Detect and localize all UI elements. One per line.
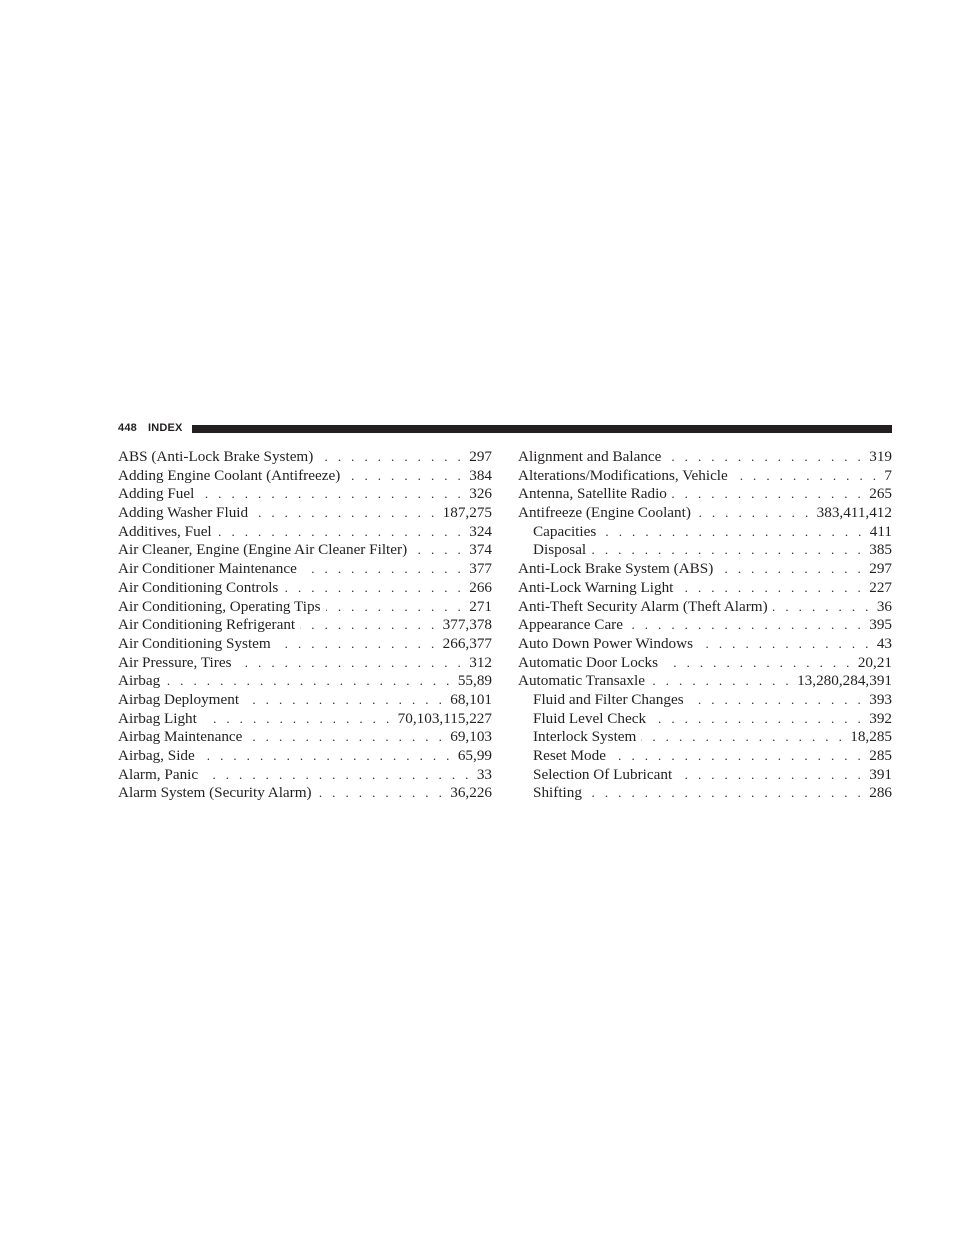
dot-leader bbox=[302, 560, 464, 579]
index-term: Adding Washer Fluid bbox=[118, 504, 249, 522]
page-reference: 69,103 bbox=[450, 728, 492, 746]
index-term: Air Conditioning Refrigerant bbox=[118, 616, 296, 634]
index-term: Air Pressure, Tires bbox=[118, 653, 232, 671]
index-term: Additives, Fuel bbox=[118, 522, 212, 540]
index-term: Air Conditioning Controls bbox=[118, 578, 279, 596]
index-term: Automatic Transaxle bbox=[518, 672, 645, 690]
page-reference: 36 bbox=[876, 597, 892, 615]
dot-leader bbox=[666, 448, 864, 467]
index-entry bbox=[518, 616, 892, 635]
dot-leader bbox=[300, 616, 437, 635]
page-number: 448 bbox=[118, 422, 137, 434]
index-subentry bbox=[518, 728, 892, 747]
index-term: Adding Fuel bbox=[118, 485, 195, 503]
dot-leader bbox=[276, 635, 438, 654]
page-header bbox=[118, 420, 892, 436]
page-reference: 55,89 bbox=[457, 672, 492, 690]
index-entry bbox=[118, 504, 492, 523]
page-reference: 266 bbox=[469, 578, 492, 596]
page-reference: 297 bbox=[469, 448, 492, 465]
index-entry bbox=[518, 485, 892, 504]
index-term: Airbag, Side bbox=[118, 747, 195, 764]
index-term: Anti-Lock Warning Light bbox=[518, 578, 674, 596]
index-subentry bbox=[518, 691, 892, 710]
dot-leader bbox=[283, 579, 464, 598]
header-rule bbox=[192, 425, 892, 433]
index-entry bbox=[518, 560, 892, 579]
page-reference: 271 bbox=[469, 597, 492, 615]
index-entry bbox=[118, 691, 492, 710]
index-term: Alterations/Modifications, Vehicle bbox=[518, 466, 728, 484]
index-entry bbox=[118, 598, 492, 617]
page-reference: 374 bbox=[469, 541, 492, 559]
dot-leader bbox=[663, 654, 853, 673]
index-term: Capacities bbox=[533, 522, 597, 540]
index-entry bbox=[118, 448, 492, 467]
dot-leader bbox=[718, 560, 864, 579]
index-term: Alarm System (Security Alarm) bbox=[118, 784, 312, 802]
index-term: Auto Down Power Windows bbox=[518, 634, 694, 652]
dot-leader bbox=[696, 504, 812, 523]
index-entry bbox=[518, 654, 892, 673]
page-reference: 187,275 bbox=[442, 504, 492, 522]
index-entry bbox=[118, 560, 492, 579]
index-entry bbox=[118, 672, 492, 691]
page-reference: 391 bbox=[869, 765, 892, 783]
index-entry bbox=[518, 448, 892, 467]
dot-leader bbox=[689, 691, 865, 710]
page-reference: 377,378 bbox=[442, 616, 492, 634]
dot-leader bbox=[601, 523, 865, 542]
page-reference: 285 bbox=[869, 747, 892, 764]
page-reference: 385 bbox=[869, 541, 892, 559]
index-entry bbox=[118, 784, 492, 803]
index-entry bbox=[118, 467, 492, 486]
index-entry bbox=[118, 654, 492, 673]
dot-leader bbox=[672, 485, 864, 504]
dot-leader bbox=[318, 448, 464, 467]
index-subentry bbox=[518, 710, 892, 729]
page-reference: 326 bbox=[469, 485, 492, 503]
index-entry bbox=[118, 579, 492, 598]
page-reference: 265 bbox=[869, 485, 892, 503]
page-reference: 20,21 bbox=[857, 653, 892, 671]
index-entry bbox=[118, 523, 492, 542]
dot-leader bbox=[678, 579, 864, 598]
index-term: Airbag Light bbox=[118, 709, 197, 727]
index-term: ABS (Anti-Lock Brake System) bbox=[118, 448, 314, 465]
page-reference: 384 bbox=[469, 466, 492, 484]
index-term: Airbag bbox=[118, 672, 161, 690]
dot-leader bbox=[773, 598, 872, 617]
page-reference: 411 bbox=[869, 522, 892, 540]
index-entry bbox=[518, 672, 892, 691]
dot-leader bbox=[345, 467, 464, 486]
index-term: Air Conditioning System bbox=[118, 634, 271, 652]
index-term: Alarm, Panic bbox=[118, 765, 199, 783]
dot-leader bbox=[200, 747, 453, 766]
dot-leader bbox=[611, 747, 864, 766]
dot-leader bbox=[733, 467, 880, 486]
page-reference: 266,377 bbox=[442, 634, 492, 652]
index-term: Selection Of Lubricant bbox=[533, 765, 673, 783]
page-reference: 319 bbox=[869, 448, 892, 465]
index-subentry bbox=[518, 541, 892, 560]
page-reference: 383,411,412 bbox=[816, 504, 892, 522]
page-reference: 297 bbox=[869, 560, 892, 578]
index-entry bbox=[518, 467, 892, 486]
index-term: Antifreeze (Engine Coolant) bbox=[518, 504, 691, 522]
index-column-right bbox=[518, 448, 892, 803]
index-subentry bbox=[518, 784, 892, 803]
dot-leader bbox=[203, 766, 472, 785]
page-reference: 7 bbox=[884, 466, 892, 484]
index-term: Airbag Maintenance bbox=[118, 728, 243, 746]
index-entry bbox=[118, 541, 492, 560]
page-reference: 286 bbox=[869, 784, 892, 802]
index-entry bbox=[518, 504, 892, 523]
dot-leader bbox=[650, 672, 792, 691]
page-reference: 13,280,284,391 bbox=[797, 672, 892, 690]
page-reference: 65,99 bbox=[457, 747, 492, 764]
page-reference: 68,101 bbox=[450, 690, 492, 708]
page-reference: 392 bbox=[869, 709, 892, 727]
index-term: Air Cleaner, Engine (Engine Air Cleaner Filter) bbox=[118, 541, 408, 559]
dot-leader bbox=[202, 710, 393, 729]
page-reference: 395 bbox=[869, 616, 892, 634]
index-term: Automatic Door Locks bbox=[518, 653, 659, 671]
page-reference: 227 bbox=[869, 578, 892, 596]
index-entry bbox=[518, 635, 892, 654]
index-term: Interlock System bbox=[533, 728, 637, 746]
dot-leader bbox=[641, 728, 845, 747]
index-entry bbox=[118, 728, 492, 747]
index-column-left bbox=[118, 448, 492, 803]
dot-leader bbox=[651, 710, 864, 729]
index-subentry bbox=[518, 747, 892, 766]
index-term: Appearance Care bbox=[518, 616, 623, 634]
index-subentry bbox=[518, 766, 892, 785]
page-reference: 393 bbox=[869, 690, 892, 708]
section-title: INDEX bbox=[147, 422, 183, 434]
dot-leader bbox=[591, 541, 864, 560]
index-term: Air Conditioning, Operating Tips bbox=[118, 597, 321, 615]
index-term: Shifting bbox=[533, 784, 582, 802]
index-term: Air Conditioner Maintenance bbox=[118, 560, 297, 578]
dot-leader bbox=[326, 598, 465, 617]
index-entry bbox=[118, 766, 492, 785]
index-entry bbox=[118, 747, 492, 766]
index-term: Airbag Deployment bbox=[118, 690, 240, 708]
page-reference: 33 bbox=[476, 765, 492, 783]
dot-leader bbox=[628, 616, 864, 635]
index-entry bbox=[118, 710, 492, 729]
index-term: Antenna, Satellite Radio bbox=[518, 485, 667, 503]
dot-leader bbox=[677, 766, 864, 785]
dot-leader bbox=[317, 784, 446, 803]
dot-leader bbox=[587, 784, 864, 803]
index-term: Reset Mode bbox=[533, 747, 606, 764]
index-entry bbox=[118, 616, 492, 635]
index-entry bbox=[518, 598, 892, 617]
dot-leader bbox=[237, 654, 465, 673]
index-term: Anti-Lock Brake System (ABS) bbox=[518, 560, 714, 578]
page-reference: 36,226 bbox=[450, 784, 492, 802]
index-term: Adding Engine Coolant (Antifreeze) bbox=[118, 466, 341, 484]
page-reference: 18,285 bbox=[850, 728, 892, 746]
index-term: Alignment and Balance bbox=[518, 448, 662, 465]
dot-leader bbox=[247, 728, 445, 747]
index-entry bbox=[518, 579, 892, 598]
page-reference: 324 bbox=[469, 522, 492, 540]
dot-leader bbox=[244, 691, 445, 710]
page-reference: 377 bbox=[469, 560, 492, 578]
index-term: Anti-Theft Security Alarm (Theft Alarm) bbox=[518, 597, 768, 615]
index-subentry bbox=[518, 523, 892, 542]
page-reference: 43 bbox=[876, 634, 892, 652]
dot-leader bbox=[698, 635, 872, 654]
index-entry bbox=[118, 635, 492, 654]
dot-leader bbox=[253, 504, 438, 523]
index-term: Disposal bbox=[533, 541, 587, 559]
dot-leader bbox=[217, 523, 465, 542]
index-term: Fluid and Filter Changes bbox=[533, 690, 684, 708]
dot-leader bbox=[199, 485, 464, 504]
page-reference: 70,103,115,227 bbox=[397, 709, 492, 727]
dot-leader bbox=[412, 541, 464, 560]
index-entry bbox=[118, 485, 492, 504]
page-reference: 312 bbox=[469, 653, 492, 671]
dot-leader bbox=[165, 672, 453, 691]
index-term: Fluid Level Check bbox=[533, 709, 647, 727]
